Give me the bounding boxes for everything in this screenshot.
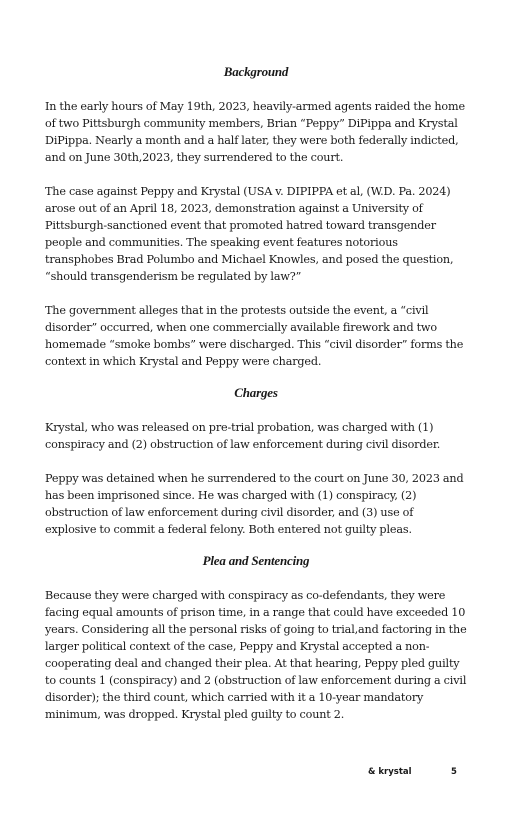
document-page <box>45 64 467 723</box>
page-footer <box>0 766 528 780</box>
background-paragraph-1: In the early hours of May 19th, 2023, heavily-armed agents raided the home of two Pittsburgh community members, Brian “Peppy” DiPippa and Krystal DiPippa. Nearly a month and a half later, they were both federally indicted, and on June 30th,2023, they surrendered to the court. <box>45 100 465 164</box>
page-number: 5 <box>451 767 457 777</box>
footer-running-title: & krystal <box>368 767 412 777</box>
background-paragraph-3: The government alleges that in the protests outside the event, a “civil disorder” occurred, when one commercially available firework and two homemade “smoke bombs” were discharged. This “civil disorder” forms the context in which Krystal and Peppy were charged. <box>45 304 464 368</box>
plea-paragraph-1: Because they were charged with conspiracy as co-defendants, they were facing equal amounts of prison time, in a range that could have exceeded 10 years. Considering all the personal risks of going to trial,and factoring in the larger political context of the case, Peppy and Krystal accepted a non-cooperating deal and changed their plea. At that hearing, Peppy pled guilty to counts 1 (conspiracy) and 2 (obstruction of law enforcement during a civil disorder); the third count, which carried with it a 10-year mandatory minimum, was dropped. Krystal pled guilty to count 2. <box>45 589 467 721</box>
background-paragraph-2: The case against Peppy and Krystal (USA v. DIPIPPA et al, (W.D. Pa. 2024) arose out of an April 18, 2023, demonstration against a University of Pittsburgh-sanctioned event that promoted hatred toward transgender people and communities. The speaking event features notorious transphobes Brad Polumbo and Michael Knowles, and posed the question, “should transgenderism be regulated by law?” <box>45 185 454 283</box>
section-heading-background: Background <box>223 64 289 79</box>
section-heading-charges: Charges <box>234 385 278 400</box>
charges-paragraph-2: Peppy was detained when he surrendered to the court on June 30, 2023 and has been imprisoned since. He was charged with (1) conspiracy, (2) obstruction of law enforcement during civil disorder, and (3) use of explosive to commit a federal felony. Both entered not guilty pleas. <box>45 472 464 536</box>
section-heading-plea: Plea and Sentencing <box>202 553 310 568</box>
charges-paragraph-1: Krystal, who was released on pre-trial probation, was charged with (1) conspiracy and (2) obstruction of law enforcement during civil disorder. <box>45 421 441 451</box>
